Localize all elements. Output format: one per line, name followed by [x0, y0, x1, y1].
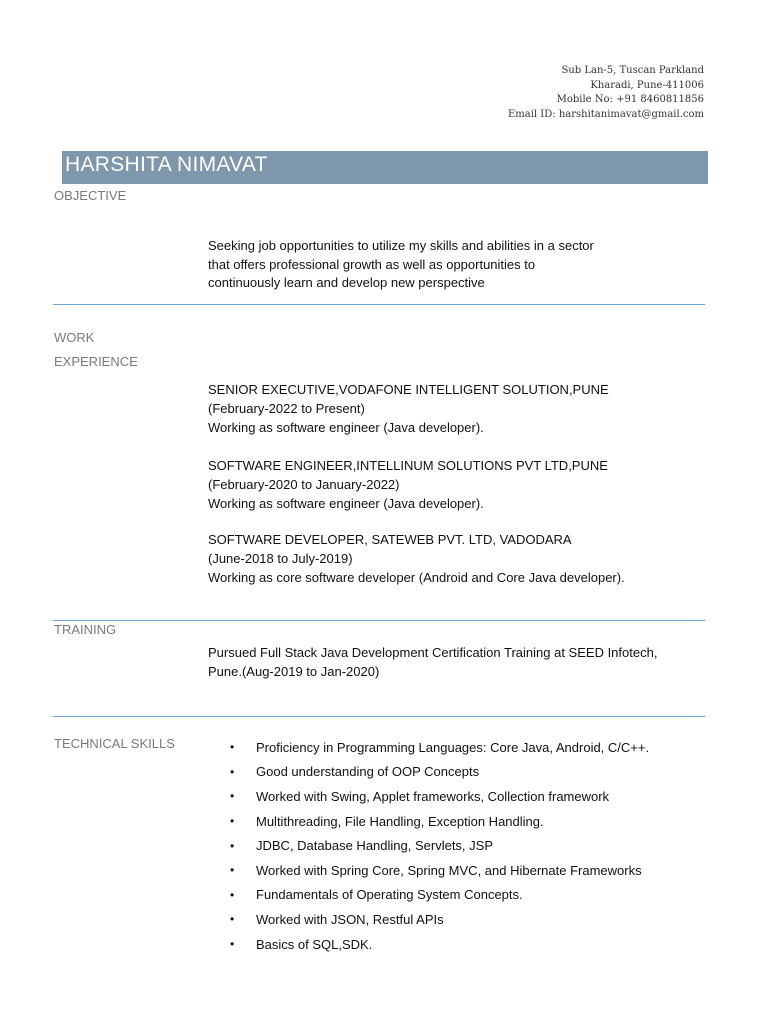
objective-line: Seeking job opportunities to utilize my skills and abilities in a sector — [208, 238, 594, 253]
section-divider — [53, 716, 705, 717]
job-description: Working as software engineer (Java developer). — [208, 496, 484, 511]
skill-text: Multithreading, File Handling, Exception Handling. — [256, 813, 544, 829]
job-entry — [208, 380, 609, 437]
job-title: SOFTWARE ENGINEER,INTELLINUM SOLUTIONS PVT LTD,PUNE — [208, 458, 608, 473]
section-divider — [53, 304, 705, 305]
job-entry — [208, 456, 608, 513]
mobile-number: Mobile No: +91 8460811856 — [556, 94, 704, 105]
objective-heading: OBJECTIVE — [54, 188, 127, 203]
job-dates: (February-2020 to January-2022) — [208, 477, 400, 492]
bullet-icon: • — [230, 740, 235, 755]
bullet-icon: • — [230, 887, 235, 902]
skill-text: Proficiency in Programming Languages: Core Java, Android, C/C++. — [256, 739, 650, 755]
bullet-icon: • — [230, 863, 235, 878]
objective-line: continuously learn and develop new perspective — [208, 275, 485, 290]
skill-text: Worked with JSON, Restful APIs — [256, 911, 444, 927]
contact-block — [508, 64, 704, 122]
work-heading-line-2: EXPERIENCE — [54, 354, 138, 369]
skills-heading: TECHNICAL SKILLS — [54, 736, 175, 751]
job-description: Working as core software developer (Android and Core Java developer). — [208, 570, 625, 585]
skill-text: Basics of SQL,SDK. — [256, 936, 373, 952]
job-dates: (February-2022 to Present) — [208, 401, 365, 416]
name-banner — [62, 151, 708, 184]
skill-item — [230, 932, 649, 957]
skill-text: Worked with Spring Core, Spring MVC, and Hibernate Frameworks — [256, 862, 642, 878]
skill-text: JDBC, Database Handling, Servlets, JSP — [256, 838, 493, 854]
skill-item — [230, 809, 649, 834]
skill-item — [230, 833, 649, 858]
bullet-icon: • — [230, 937, 235, 952]
section-divider — [53, 620, 705, 621]
skill-item — [230, 784, 649, 809]
objective-line: that offers professional growth as well as opportunities to — [208, 256, 536, 272]
objective-text — [208, 237, 594, 293]
job-entry — [208, 530, 625, 587]
job-title: SOFTWARE DEVELOPER, SATEWEB PVT. LTD, VADODARA — [208, 532, 572, 547]
skill-item — [230, 883, 649, 908]
bullet-icon: • — [230, 838, 235, 853]
skill-item — [230, 907, 649, 932]
job-dates: (June-2018 to July-2019) — [208, 551, 353, 566]
training-heading: TRAINING — [54, 622, 117, 637]
bullet-icon: • — [230, 912, 235, 927]
bullet-icon: • — [230, 764, 235, 779]
bullet-icon: • — [230, 789, 235, 804]
training-line: Pune.(Aug-2019 to Jan-2020) — [208, 663, 380, 679]
skill-text: Worked with Swing, Applet frameworks, Collection framework — [256, 788, 610, 804]
work-heading-line-1: WORK — [54, 330, 95, 345]
address-line-1: Sub Lan-5, Tuscan Parkland — [561, 65, 704, 76]
skills-list — [230, 735, 649, 956]
bullet-icon: • — [230, 814, 235, 829]
training-text — [208, 644, 657, 681]
skill-item — [230, 858, 649, 883]
address-line-2: Kharadi, Pune-411006 — [590, 79, 704, 91]
skill-text: Good understanding of OOP Concepts — [256, 764, 480, 780]
skill-item — [230, 735, 649, 760]
email-address: Email ID: harshitanimavat@gmail.com — [507, 108, 704, 120]
job-title: SENIOR EXECUTIVE,VODAFONE INTELLIGENT SOLUTION,PUNE — [208, 382, 609, 397]
skill-item — [230, 760, 649, 785]
job-description: Working as software engineer (Java developer). — [208, 420, 484, 435]
skill-text: Fundamentals of Operating System Concepts. — [256, 887, 523, 903]
candidate-name: HARSHITA NIMAVAT — [65, 153, 268, 176]
training-line: Pursued Full Stack Java Development Certification Training at SEED Infotech, — [208, 645, 658, 660]
